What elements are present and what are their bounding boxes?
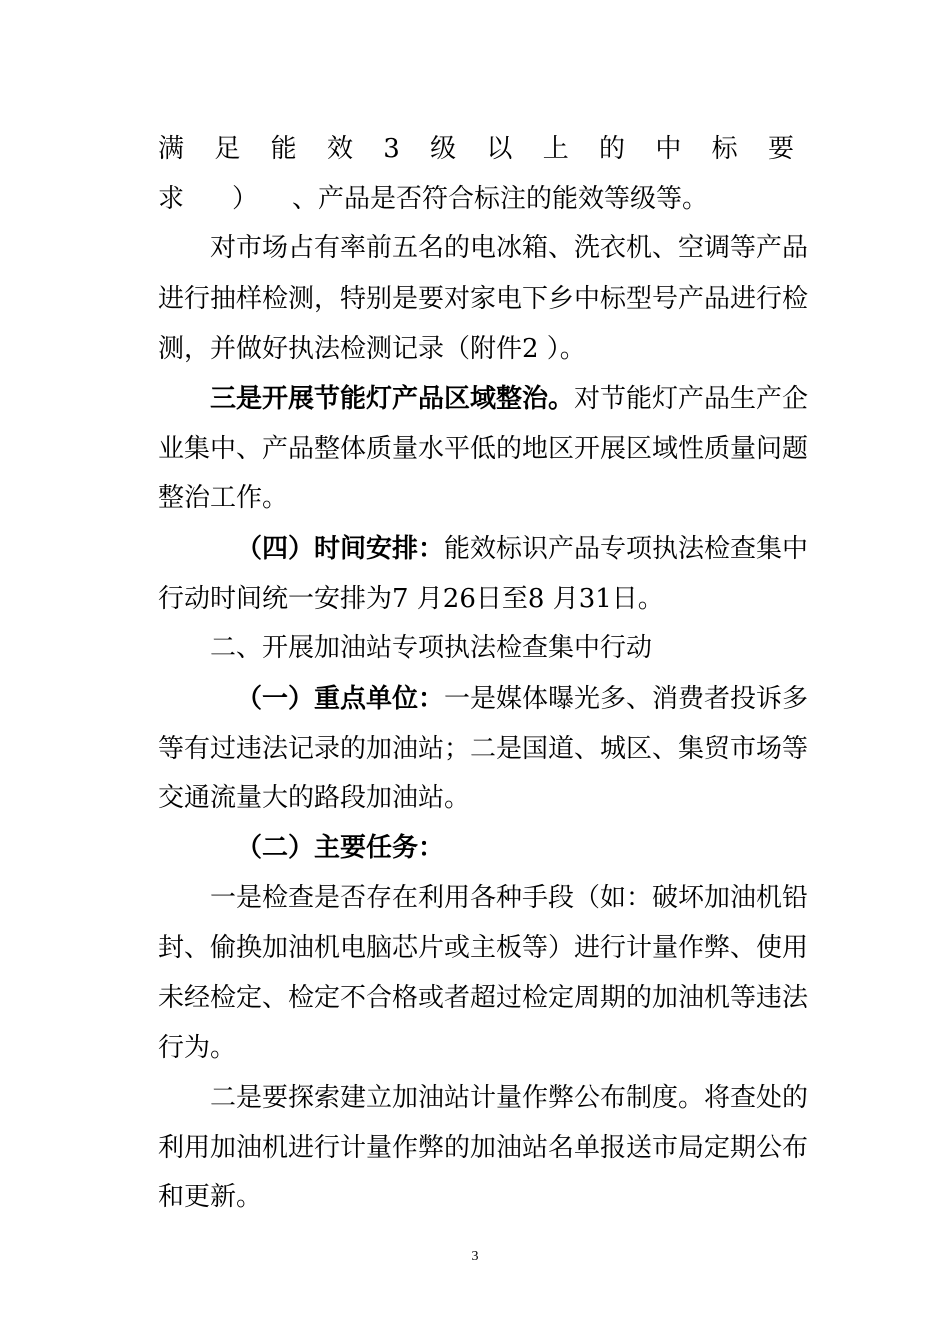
paragraph-first-line: 二是要探索建立加油站计量作弊公布制度。将查处的 [210,1083,809,1113]
text-line: 行动时间统一安排为7 月26日至8 月31日。 [158,584,664,614]
paragraph-first-line: 一是检查是否存在利用各种手段（如：破坏加油机铅 [210,883,809,913]
paragraph-first-line: 对市场占有率前五名的电冰箱、洗衣机、空调等产品 [210,233,809,263]
text-fragment: 对节能灯产品生产企 [574,384,809,414]
text-line: 交通流量大的路段加油站。 [158,783,471,813]
text-fragment: ） [232,184,259,214]
text-fragment: 一是媒体曝光多、消费者投诉多 [444,684,809,714]
section-heading-line [236,533,809,565]
text-line: 未经检定、检定不合格或者超过检定周期的加油机等违法 [158,983,809,1013]
text-fragment: 能效标识产品专项执法检查集中 [444,534,809,564]
text-line: 封、偷换加油机电脑芯片或主板等）进行计量作弊、使用 [158,933,809,963]
text-line: 和更新。 [158,1182,263,1212]
text-line: 利用加油机进行计量作弊的加油站名单报送市局定期公布 [158,1133,809,1163]
text-line: 整治工作。 [158,483,289,513]
section-heading: （二）主要任务： [236,833,445,863]
page-number: 3 [471,1249,479,1264]
bold-heading: 三是开展节能灯产品区域整治。 [210,384,575,414]
text-line: 进行抽样检测，特别是要对家电下乡中标型号产品进行检 [158,284,809,314]
text-line: 等有过违法记录的加油站；二是国道、城区、集贸市场等 [158,734,809,764]
section-heading: （四）时间安排： [236,534,445,564]
section-heading-line [236,683,809,715]
text-line: 测，并做好执法检测记录（附件2 ）。 [158,334,586,364]
text-line: 满足能效3级以上的中标要 [158,134,794,164]
chapter-heading: 二、开展加油站专项执法检查集中行动 [210,633,653,663]
section-heading: （一）重点单位： [236,684,445,714]
text-fragment: 、产品是否符合标注的能效等级等。 [292,184,709,214]
paragraph-first-line [210,383,809,415]
text-line [158,183,794,215]
text-fragment: 求 [158,184,185,214]
text-line: 业集中、产品整体质量水平低的地区开展区域性质量问题 [158,434,809,464]
text-line: 行为。 [158,1033,237,1063]
